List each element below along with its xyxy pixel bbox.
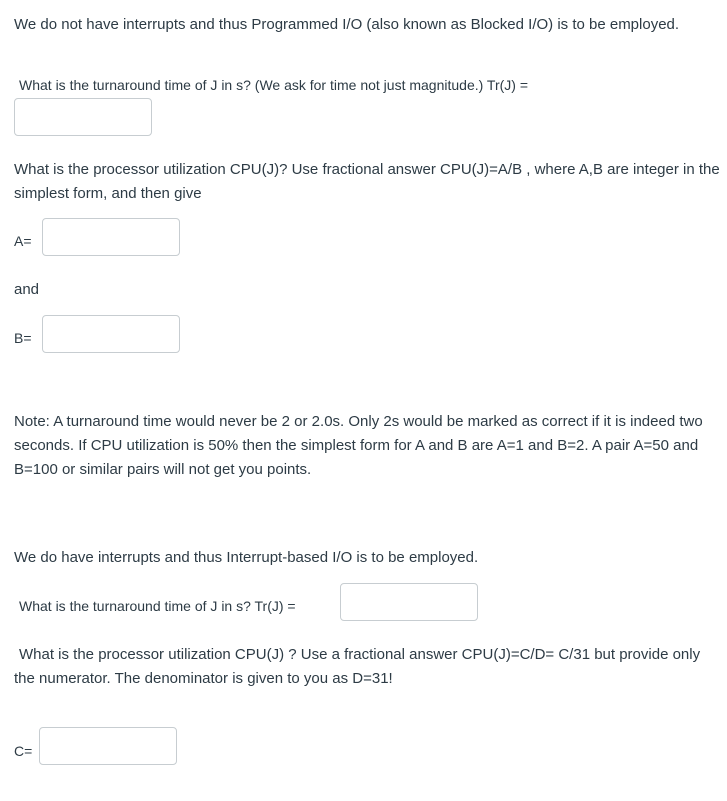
turnaround-input-interrupt-io[interactable]: [340, 583, 478, 621]
programmed-io-intro: We do not have interrupts and thus Programmed I/O (also known as Blocked I/O) is to be employed.: [14, 16, 680, 33]
interrupt-io-intro: We do have interrupts and thus Interrupt-based I/O is to be employed.: [14, 549, 479, 566]
c-label: C=: [14, 743, 33, 759]
turnaround-input-programmed-io[interactable]: [14, 98, 152, 136]
turnaround-question-programmed-io: What is the turnaround time of J in s? (We ask for time not just magnitude.) Tr(J) =: [19, 77, 528, 93]
b-label: B=: [14, 330, 32, 346]
c-input[interactable]: [39, 727, 177, 765]
and-label: and: [14, 281, 40, 298]
a-input[interactable]: [42, 218, 180, 256]
utilization-question-interrupt-io: What is the processor utilization CPU(J) ? Use a fractional answer CPU(J)=C/D= C/31 but provide only the numerator. The denominator is given to you as D=31!: [14, 646, 701, 687]
grading-note: Note: A turnaround time would never be 2 or 2.0s. Only 2s would be marked as correct if it is indeed two seconds. If CPU utilization is 50% then the simplest form for A and B are A=1 and B=2. A pair A=50 and B=100 or similar pairs will not get you points.: [14, 413, 703, 478]
a-label: A=: [14, 233, 32, 249]
utilization-question-programmed-io: What is the processor utilization CPU(J)? Use fractional answer CPU(J)=A/B , where A,B are integer in the simplest form, and then give: [14, 161, 720, 202]
b-input[interactable]: [42, 315, 180, 353]
turnaround-question-interrupt-io: What is the turnaround time of J in s? Tr(J) =: [19, 598, 296, 614]
